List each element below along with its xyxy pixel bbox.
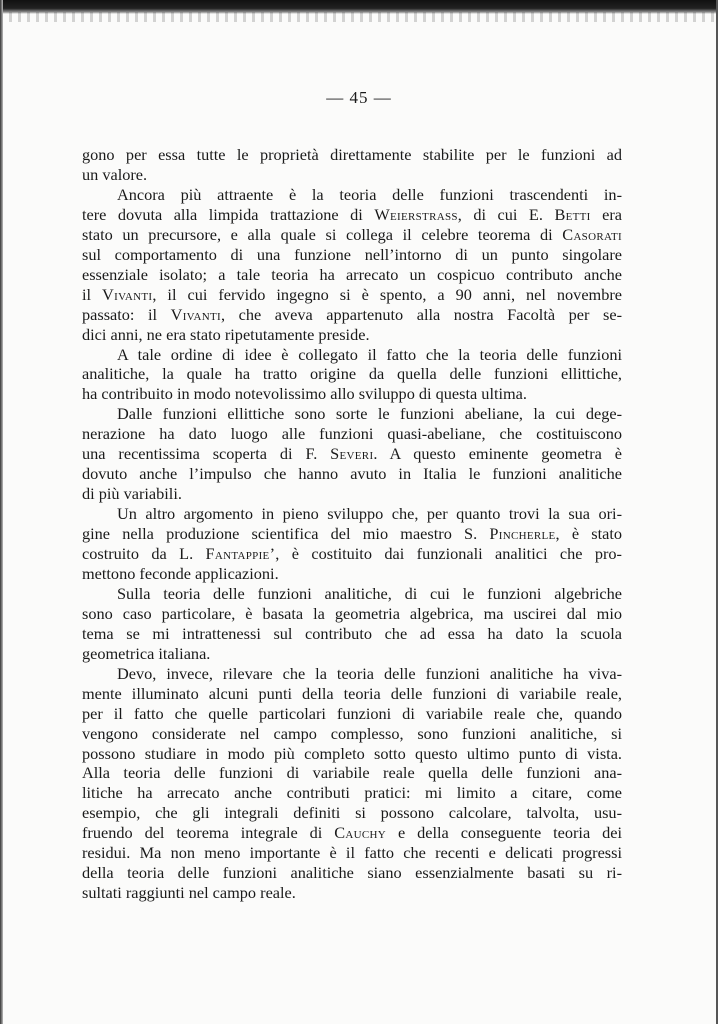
text-segment: dici anni, ne era stato ripetutamente preside. [82,324,370,344]
text-segment: esempio, che gli integrali definiti si possono calcolare, talvolta, usu- [82,803,622,823]
text-segment: una recentissima scoperta di F. [82,444,331,464]
author-name: Betti [554,204,591,224]
text-line [82,205,622,225]
text-segment: ha contribuito in modo notevolissimo allo sviluppo di questa ultima. [82,384,527,404]
text-line [82,544,622,564]
text-line [82,863,622,883]
text-line [82,684,622,704]
text-segment: vengono considerate nel campo complesso, sono funzioni analitiche, si [82,723,622,743]
text-line [82,484,622,504]
text-segment: A tale ordine di idee è collegato il fatto che la teoria delle funzioni [117,344,622,364]
text-line [82,245,622,265]
text-segment: per il fatto che quelle particolari funzioni di variabile reale che, quando [82,703,622,723]
text-segment: un valore. [82,164,148,184]
text-segment: dovuto anche l’impulso che hanno avuto in Italia le funzioni analitiche [82,464,622,484]
text-line [82,724,622,744]
text-segment: Un altro argomento in pieno sviluppo che, per quanto trovi la sua ori- [117,504,622,524]
text-line [82,325,622,345]
text-segment: , è stato [555,524,622,544]
text-line [82,604,622,624]
text-segment: essenziale isolato; a tale teoria ha arrecato un cospicuo contributo anche [82,264,622,284]
scan-left-edge [0,0,3,1024]
text-segment: passato: il [82,304,171,324]
author-name: Casorati [562,224,622,244]
author-name: Weierstrass [374,204,458,224]
text-segment: , di cui E. [457,204,555,224]
text-line [82,424,622,444]
text-segment: fruendo del teorema integrale di [82,823,335,843]
text-line [82,285,622,305]
text-segment: il [82,284,103,304]
author-name: Pincherle [489,524,556,544]
text-line [82,265,622,285]
text-line [82,444,622,464]
text-line [82,843,622,863]
text-segment: , il cui fervido ingegno si è spento, a 90 anni, nel novembre [152,284,622,304]
text-line [82,783,622,803]
text-segment: di più variabili. [82,484,182,504]
text-line [82,624,622,644]
page-number: — 45 — [326,88,392,107]
text-line [82,744,622,764]
scan-noise [0,12,718,22]
author-name: Severi [330,444,374,464]
text-segment: , che aveva appartenuto alla nostra Facoltà per se- [220,304,622,324]
text-line [82,165,622,185]
text-segment: mente illuminato alcuni punti della teoria delle funzioni di variabile reale, [82,683,622,703]
text-segment: stato un precursore, e alla quale si collega il celebre teorema di [82,224,563,244]
text-segment: costruito da L. [82,544,206,563]
text-line [82,464,622,484]
text-segment: Dalle funzioni ellittiche sono sorte le funzioni abeliane, la cui dege- [117,404,622,424]
text-line [82,145,622,165]
text-segment: analitiche, la quale ha tratto origine da quella delle funzioni ellittiche, [82,364,622,384]
text-segment: geometrica italiana. [82,643,211,663]
text-segment: sul comportamento di una funzione nell’intorno di un punto singolare [82,244,622,264]
text-segment: gono per essa tutte le proprietà direttamente stabilite per le funzioni ad [82,145,622,164]
author-name: Cauchy [334,823,387,843]
text-line [82,704,622,724]
text-line [82,384,622,404]
text-segment: sono caso particolare, è basata la geometria algebrica, ma uscirei dal mio [82,603,622,623]
text-segment: mettono feconde applicazioni. [82,563,279,583]
text-segment: tema se mi intrattenessi sul contributo che ad essa ha dato la scuola [82,623,622,643]
text-line [82,763,622,783]
text-segment: gine nella produzione scientifica del mio maestro S. [82,524,490,544]
text-line [82,803,622,823]
text-line [117,345,622,365]
text-segment: della teoria delle funzioni analitiche siano essenzialmente basati su ri- [82,863,622,883]
text-line [117,404,622,424]
text-line [117,185,622,205]
text-line [117,584,622,604]
author-name: Vivanti [102,284,153,304]
text-segment: . A questo eminente geometra è [373,444,622,464]
text-segment: residui. Ma non meno importante è il fatto che recenti e delicati progressi [82,843,622,863]
text-line [82,305,622,325]
text-line [82,524,622,544]
text-line [82,564,622,584]
text-segment: Alla teoria delle funzioni di variabile reale quella delle funzioni ana- [82,763,622,783]
text-segment: Sulla teoria delle funzioni analitiche, di cui le funzioni algebriche [117,583,622,603]
text-segment: nerazione ha dato luogo alle funzioni quasi-abeliane, che costituiscono [82,424,622,444]
text-line [82,883,622,903]
text-segment: sultati raggiunti nel campo reale. [82,883,296,903]
author-name: Fantappie’ [205,544,276,563]
text-segment: Devo, invece, rilevare che la teoria delle funzioni analitiche ha viva- [117,663,622,683]
text-segment: e della conseguente teoria dei [386,823,622,843]
author-name: Vivanti [170,304,221,324]
text-line [82,644,622,664]
text-line [82,823,622,843]
text-segment: litiche ha arrecato anche contributi pratici: mi limito a citare, come [82,783,622,803]
text-line [82,364,622,384]
text-line [117,504,622,524]
text-segment: era [590,204,622,224]
text-line [117,664,622,684]
text-segment: Ancora più attraente è la teoria delle funzioni trascendenti in- [117,184,622,204]
text-segment: possono studiare in modo più completo sotto questo ultimo punto di vista. [82,743,622,763]
text-line [82,225,622,245]
text-segment: , è costituito dai funzionali analitici che pro- [275,544,622,563]
text-segment: tere dovuta alla limpida trattazione di [82,204,375,224]
